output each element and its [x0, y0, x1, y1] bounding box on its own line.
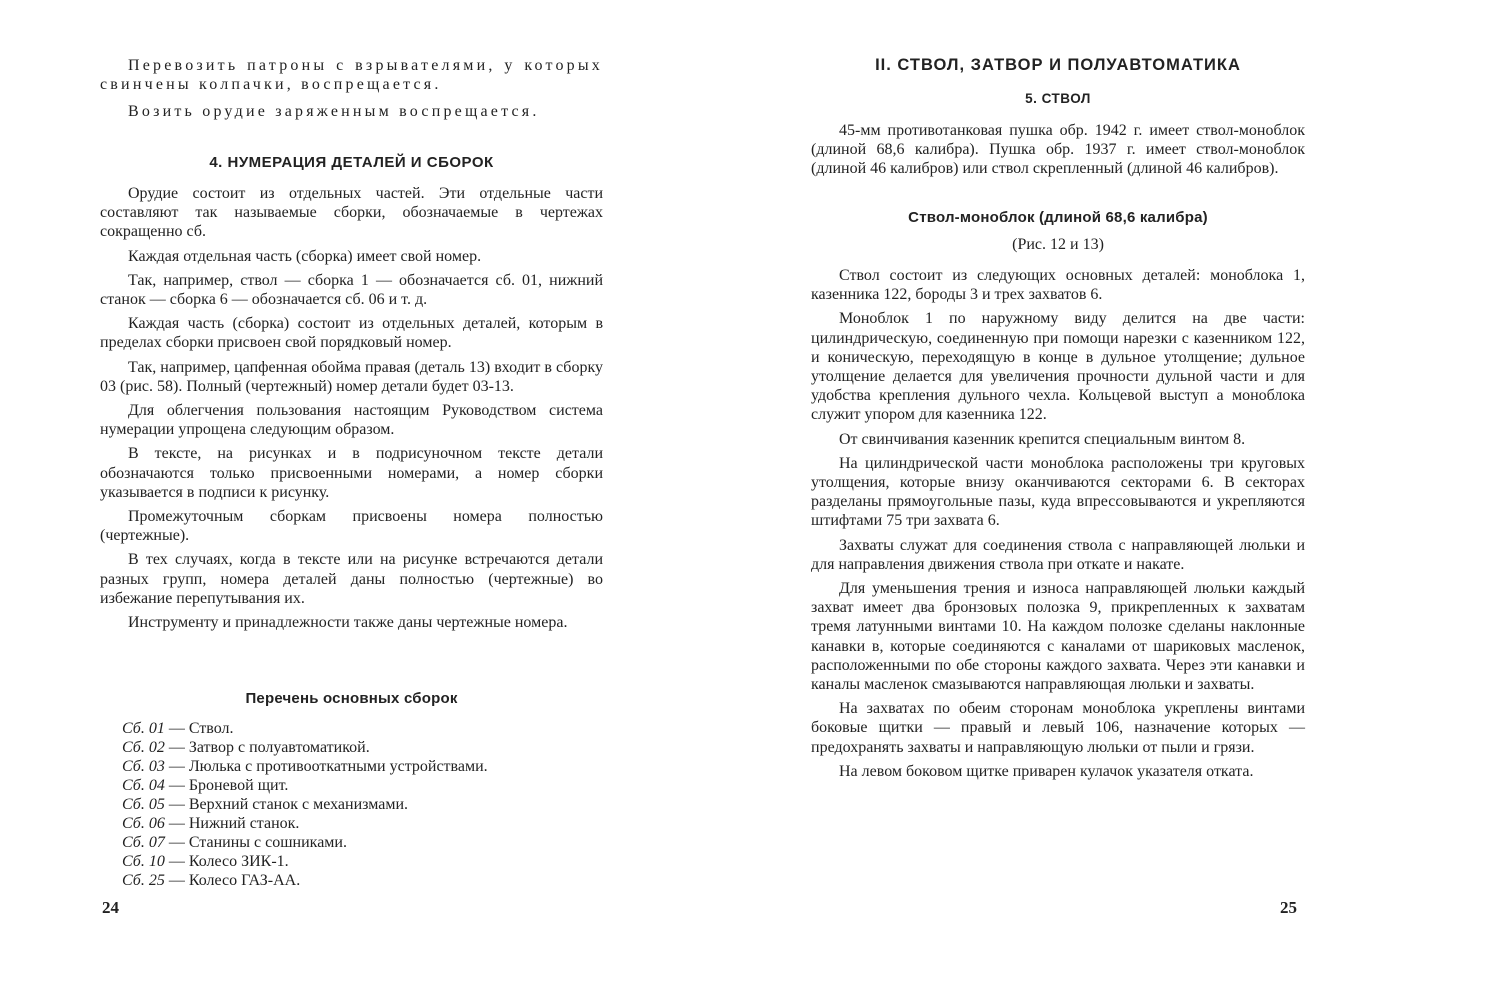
section-4-body	[100, 184, 603, 632]
assembly-name: — Ствол.	[168, 720, 234, 737]
assembly-name: — Нижний станок.	[168, 815, 300, 832]
paragraph: Так, например, цапфенная обойма правая (деталь 13) входит в сборку 03 (рис. 58). Полный (чертежный) номер детали будет 03-13.	[100, 358, 603, 395]
list-item	[122, 852, 602, 871]
assembly-code: Сб. 04	[122, 777, 165, 794]
paragraph: Моноблок 1 по наружному виду делится на две части: цилиндрическую, соединенную при помощи нарезки с казенником 122, и коническую, переходящую в конце в дульное утолщение; дульное утолщение делается для увеличения прочности дульной части и для удобства крепления дульного чехла. Кольцевой выступ а моноблока служит упором для казенника 122.	[811, 310, 1305, 424]
paragraph: Так, например, ствол — сборка 1 — обозначается сб. 01, нижний станок — сборка 6 — обозначается сб. 06 и т. д.	[100, 271, 603, 309]
left-intro	[100, 56, 603, 121]
assemblies-list-wrap	[122, 719, 602, 890]
subheading: Ствол-моноблок (длиной 68,6 калибра)	[908, 209, 1208, 226]
paragraph: Промежуточным сборкам присвоены номера полностью (чертежные).	[100, 508, 603, 545]
assembly-name: — Верхний станок с механизмами.	[168, 796, 409, 813]
list-item	[122, 738, 602, 757]
page-number: 25	[1280, 898, 1297, 917]
list-item	[122, 776, 602, 795]
assembly-name: — Колесо ГАЗ-АА.	[168, 872, 301, 889]
assemblies-heading: Перечень основных сборок	[245, 690, 458, 707]
list-item	[122, 814, 602, 833]
list-item	[122, 757, 602, 776]
section-5-heading: 5. СТВОЛ	[1025, 91, 1091, 106]
assembly-name: — Затвор с полуавтоматикой.	[168, 739, 370, 756]
paragraph: Орудие состоит из отдельных частей. Эти отдельные части составляют так называемые сборки, обозначаемые в чертежах сокращенно сб.	[100, 185, 603, 241]
paragraph: В тех случаях, когда в тексте или на рисунке встречаются детали разных групп, номера деталей даны полностью (чертежные) во избежание перепутывания их.	[100, 551, 603, 607]
assembly-code: Сб. 01	[122, 720, 165, 737]
paragraph: Инструменту и принадлежности также даны чертежные номера.	[128, 614, 568, 632]
paragraph: Захваты служат для соединения ствола с направляющей люльки и для направления движения ствола при откате и накате.	[811, 536, 1305, 573]
assembly-name: — Люлька с противооткатными устройствами.	[168, 758, 488, 775]
paragraph: Для облегчения пользования настоящим Руководством система нумерации упрощена следующим образом.	[100, 402, 603, 439]
assembly-code: Сб. 10	[122, 853, 165, 870]
list-item	[122, 833, 602, 852]
assembly-name: — Броневой щит.	[168, 777, 289, 794]
section-5-body	[811, 266, 1305, 781]
paragraph: На левом боковом щитке приварен кулачок указателя отката.	[839, 762, 1254, 780]
paragraph: Каждая часть (сборка) состоит из отдельных деталей, которым в пределах сборки присвоен свой порядковый номер.	[100, 315, 603, 352]
list-item	[122, 719, 602, 738]
assembly-code: Сб. 06	[122, 815, 165, 832]
paragraph: Для уменьшения трения и износа направляющей люльки каждый захват имеет два бронзовых полозка 9, прикрепленных к захватам тремя латунными винтами 10. На каждом полозке сделаны наклонные канавки в, которые соединяются с каналами от шариковых масленок, расположенными по обе стороны каждого захвата. Через эти канавки и каналы масленок смазываются направляющая люльки и захваты.	[811, 580, 1305, 694]
intro-paragraph: Возить орудие заряженным воспрещается.	[128, 103, 540, 120]
chapter-heading: II. СТВОЛ, ЗАТВОР И ПОЛУАВТОМАТИКА	[875, 56, 1241, 74]
assembly-name: — Колесо ЗИК-1.	[168, 853, 289, 870]
list-item	[122, 871, 602, 890]
assembly-code: Сб. 07	[122, 834, 165, 851]
section-4-heading: 4. НУМЕРАЦИЯ ДЕТАЛЕЙ И СБОРОК	[209, 154, 494, 171]
intro-paragraph: Перевозить патроны с взрывателями, у которых свинчены колпачки, воспрещается.	[100, 57, 603, 93]
assembly-code: Сб. 02	[122, 739, 165, 756]
section-5-intro	[811, 121, 1305, 179]
paragraph: 45-мм противотанковая пушка обр. 1942 г. имеет ствол-моноблок (длиной 68,6 калибра). Пушка обр. 1937 г. имеет ствол-моноблок (длиной 46 калибров) или ствол скрепленный (длиной 46 калибров).	[811, 122, 1305, 178]
assembly-code: Сб. 25	[122, 872, 165, 889]
paragraph: От свинчивания казенник крепится специальным винтом 8.	[839, 430, 1246, 448]
assembly-code: Сб. 03	[122, 758, 165, 775]
paragraph: В тексте, на рисунках и в подрисуночном тексте детали обозначаются только присвоенными номерами, а номер сборки указывается в подписи к рисунку.	[100, 445, 603, 501]
list-item	[122, 795, 602, 814]
assembly-name: — Станины с сошниками.	[168, 834, 347, 851]
page-number: 24	[102, 898, 119, 917]
assemblies-list	[122, 719, 602, 890]
paragraph: На захватах по обеим сторонам моноблока укреплены винтами боковые щитки — правый и левый 106, назначение которых — предохранять захваты и направляющую люльки от пыли и грязи.	[811, 700, 1305, 756]
paragraph: Каждая отдельная часть (сборка) имеет свой номер.	[128, 247, 482, 265]
paragraph: На цилиндрической части моноблока расположены три круговых утолщения, которые внизу оканчиваются секторами 6. В секторах разделаны прямоугольные пазы, куда впрессовываются и укрепляются штифтами 75 три захвата 6.	[811, 454, 1305, 530]
figure-reference: (Рис. 12 и 13)	[1012, 236, 1104, 253]
paragraph: Ствол состоит из следующих основных деталей: моноблока 1, казенника 122, бороды 3 и трех захватов 6.	[811, 267, 1305, 304]
right-page	[750, 0, 1500, 1000]
assembly-code: Сб. 05	[122, 796, 165, 813]
